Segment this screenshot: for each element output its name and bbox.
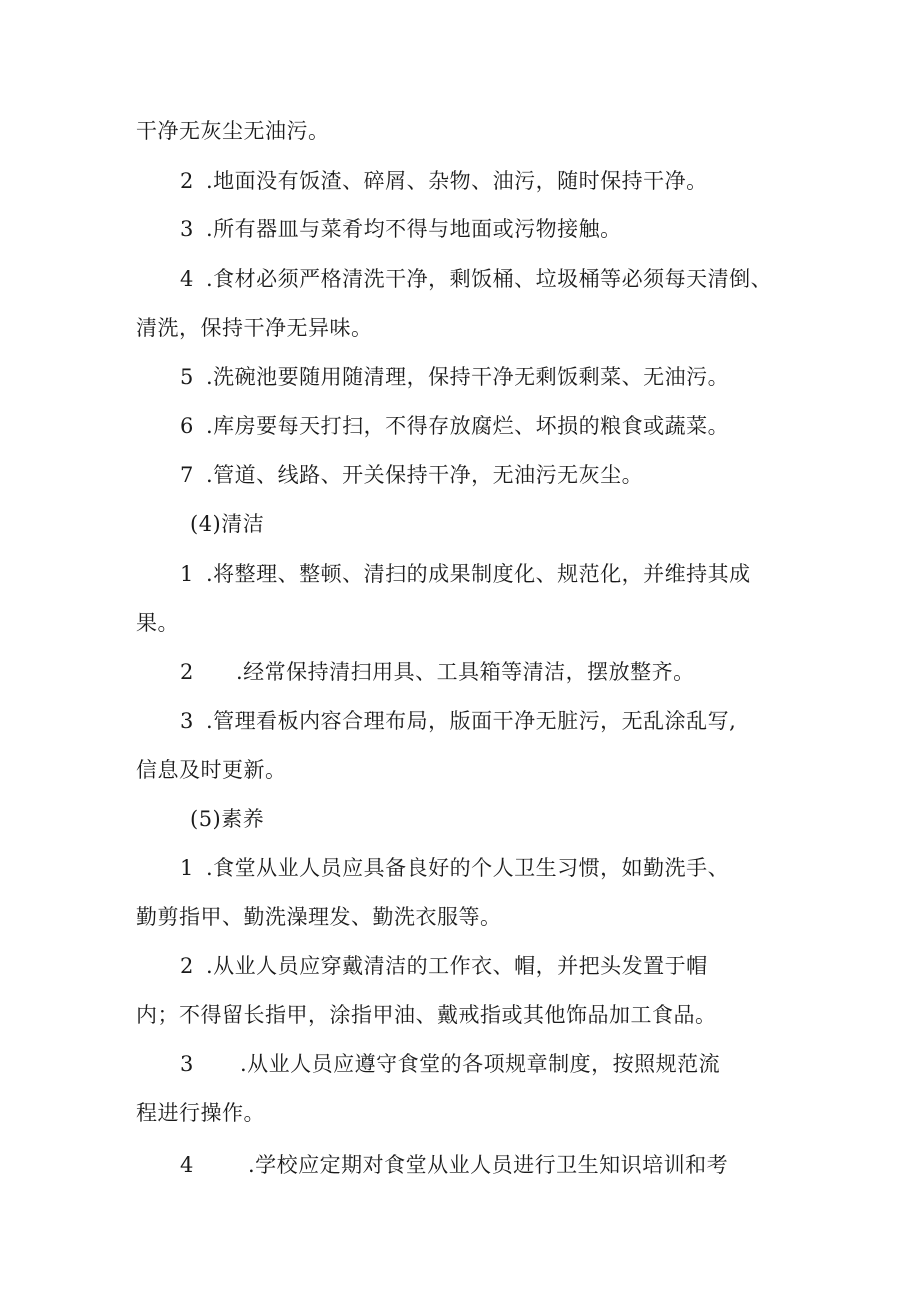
section-heading: (4)清洁	[190, 512, 265, 536]
list-item: 1 .将整理、整顿、清扫的成果制度化、规范化，并维持其成	[180, 562, 751, 586]
list-item: 1 .食堂从业人员应具备良好的个人卫生习惯，如勤洗手、	[180, 856, 730, 880]
text-line: 干净无灰尘无油污。	[136, 119, 330, 143]
list-item: 7 .管道、线路、开关保持干净，无油污无灰尘。	[180, 463, 644, 487]
list-item: 3 .管理看板内容合理布局，版面干净无脏污，无乱涂乱写,	[180, 709, 737, 733]
text-line: 清洗，保持干净无异味。	[136, 316, 373, 340]
list-item: 2 .经常保持清扫用具、工具箱等清洁，摆放整齐。	[180, 660, 695, 684]
text-line: 勤剪指甲、勤洗澡理发、勤洗衣服等。	[136, 905, 502, 929]
section-heading: (5)素养	[190, 807, 265, 831]
list-item: 2 .地面没有饭渣、碎屑、杂物、油污，随时保持干净。	[180, 169, 708, 193]
list-item: 3 .所有器皿与菜肴均不得与地面或污物接触。	[180, 217, 622, 241]
list-item: 4 .食材必须严格清洗干净，剩饭桶、垃圾桶等必须每天清倒、	[180, 267, 773, 291]
list-item: 5 .洗碗池要随用随清理，保持干净无剩饭剩菜、无油污。	[180, 365, 730, 389]
text-line: 果。	[136, 611, 179, 635]
list-item: 4 .学校应定期对食堂从业人员进行卫生知识培训和考	[180, 1153, 729, 1177]
list-item: 6 .库房要每天打扫，不得存放腐烂、坏损的粮食或蔬菜。	[180, 414, 730, 438]
list-item: 2 .从业人员应穿戴清洁的工作衣、帽，并把头发置于帽	[180, 954, 708, 978]
text-line: 信息及时更新。	[136, 758, 287, 782]
list-item: 3 .从业人员应遵守食堂的各项规章制度，按照规范流	[180, 1052, 721, 1076]
text-line: 内；不得留长指甲，涂指甲油、戴戒指或其他饰品加工食品。	[136, 1003, 717, 1027]
text-line: 程进行操作。	[136, 1101, 265, 1125]
